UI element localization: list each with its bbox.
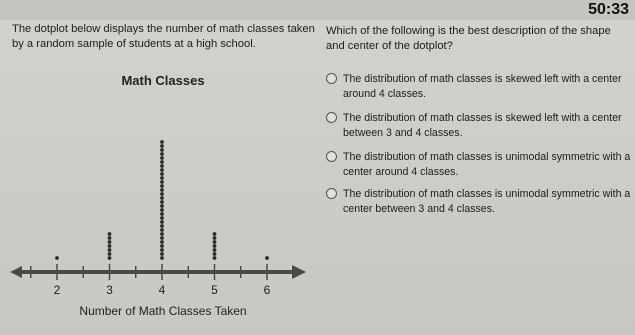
dot-mark	[160, 192, 164, 196]
dot-mark	[160, 228, 164, 232]
dot-mark	[160, 196, 164, 200]
radio-button[interactable]	[326, 188, 337, 199]
dot-mark	[160, 164, 164, 168]
dot-mark	[213, 252, 217, 256]
x-axis-label: Number of Math Classes Taken	[79, 304, 247, 318]
tick-label: 3	[106, 283, 113, 297]
dot-marks	[55, 140, 269, 260]
dot-mark	[108, 236, 112, 240]
dot-mark	[160, 148, 164, 152]
dot-mark	[108, 256, 112, 260]
dot-mark	[213, 236, 217, 240]
tick-label: 4	[158, 283, 166, 297]
dot-mark	[160, 144, 164, 148]
dot-mark	[160, 184, 164, 188]
axis-arrow-right	[292, 265, 306, 279]
dot-mark	[160, 172, 164, 176]
dot-mark	[160, 216, 164, 220]
tick-label: 5	[211, 283, 218, 297]
dot-mark	[160, 232, 164, 236]
dot-mark	[160, 244, 164, 248]
dotplot-svg	[0, 72, 320, 335]
radio-button[interactable]	[326, 112, 337, 123]
timer: 50:33	[588, 1, 629, 18]
option-d-text: The distribution of math classes is unimodal symmetric with a center between 3 and 4 classes.	[343, 188, 631, 215]
dot-mark	[213, 244, 217, 248]
dot-mark	[160, 156, 164, 160]
dot-mark	[55, 256, 59, 260]
dot-mark	[160, 152, 164, 156]
question-text: Which of the following is the best description of the shape and center of the dotplot?	[326, 25, 611, 52]
dot-mark	[108, 248, 112, 252]
dot-mark	[160, 236, 164, 240]
dot-mark	[265, 256, 269, 260]
tick-label: 2	[53, 283, 61, 297]
question-prompt: The dotplot below displays the number of math classes taken by a random sample of students at a high school.	[12, 23, 315, 50]
option-c-text: The distribution of math classes is unimodal symmetric with a center around 4 classes.	[343, 151, 631, 178]
dot-mark	[160, 256, 164, 260]
dot-mark	[160, 200, 164, 204]
radio-button[interactable]	[326, 73, 337, 84]
dot-mark	[160, 204, 164, 208]
dot-mark	[108, 252, 112, 256]
dot-mark	[160, 180, 164, 184]
chart-title: Math Classes	[121, 73, 205, 88]
dot-mark	[160, 188, 164, 192]
dot-mark	[160, 224, 164, 228]
dot-mark	[160, 252, 164, 256]
top-bar	[0, 0, 635, 20]
tick-label: 6	[263, 283, 271, 297]
dot-mark	[213, 256, 217, 260]
axis-arrow-left	[10, 266, 22, 278]
dot-mark	[108, 232, 112, 236]
dot-mark	[108, 240, 112, 244]
dot-mark	[160, 212, 164, 216]
dot-mark	[160, 140, 164, 144]
dot-mark	[160, 240, 164, 244]
dot-mark	[213, 232, 217, 236]
dot-mark	[160, 220, 164, 224]
dot-mark	[160, 160, 164, 164]
option-b-text: The distribution of math classes is skewed left with a center between 3 and 4 classes.	[343, 112, 622, 139]
dotplot	[0, 72, 320, 335]
dot-mark	[213, 240, 217, 244]
dot-mark	[108, 244, 112, 248]
option-a-text: The distribution of math classes is skewed left with a center around 4 classes.	[343, 73, 622, 100]
dot-mark	[160, 168, 164, 172]
dot-mark	[213, 248, 217, 252]
dot-mark	[160, 248, 164, 252]
dot-mark	[160, 176, 164, 180]
radio-button[interactable]	[326, 151, 337, 162]
x-axis	[10, 264, 306, 297]
dot-mark	[160, 208, 164, 212]
